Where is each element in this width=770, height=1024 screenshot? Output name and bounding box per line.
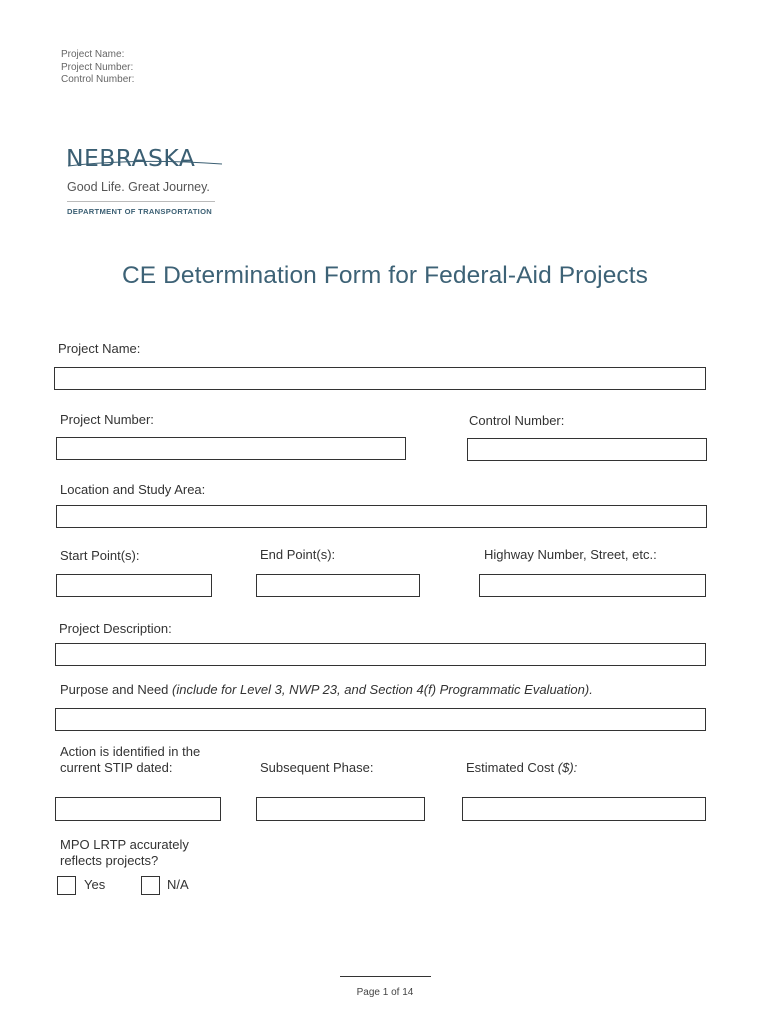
page-title: CE Determination Form for Federal-Aid Projects	[121, 262, 649, 289]
highway-field[interactable]	[479, 574, 706, 597]
subsequent-phase-label: Subsequent Phase:	[260, 760, 374, 775]
logo-department: DEPARTMENT OF TRANSPORTATION	[67, 207, 213, 216]
estimated-cost-label	[466, 760, 577, 776]
control-number-input[interactable]	[468, 439, 706, 460]
stip-date-input[interactable]	[56, 798, 220, 820]
logo-swoosh-icon	[66, 144, 236, 184]
control-number-field[interactable]	[467, 438, 707, 461]
mpo-label-line2: reflects projects?	[60, 853, 159, 868]
purpose-input[interactable]	[56, 709, 705, 730]
project-name-input[interactable]	[55, 368, 705, 389]
estimated-cost-input[interactable]	[463, 798, 705, 820]
header-control-number: Control Number:	[61, 74, 135, 85]
yes-label: Yes	[84, 877, 106, 892]
project-description-field[interactable]	[55, 643, 706, 666]
start-point-label: Start Point(s):	[60, 548, 140, 563]
highway-input[interactable]	[480, 575, 705, 596]
stip-label-line2: current STIP dated:	[60, 760, 173, 775]
estimated-cost-field[interactable]	[462, 797, 706, 821]
highway-label: Highway Number, Street, etc.:	[484, 547, 657, 562]
logo-wordmark: NEBRASKA	[66, 144, 196, 172]
subsequent-phase-field[interactable]	[256, 797, 425, 821]
ndot-logo	[66, 144, 236, 224]
project-name-field[interactable]	[54, 367, 706, 390]
yes-checkbox[interactable]	[57, 876, 76, 895]
stip-date-field[interactable]	[55, 797, 221, 821]
footer-divider	[340, 976, 431, 977]
start-point-field[interactable]	[56, 574, 212, 597]
purpose-label	[60, 682, 593, 698]
purpose-field[interactable]	[55, 708, 706, 731]
project-number-input[interactable]	[57, 438, 405, 459]
header-project-number: Project Number:	[61, 61, 134, 73]
page-number: Page 1 of 14	[356, 987, 414, 998]
purpose-note: (include for Level 3, NWP 23, and Section 4(f) Programmatic Evaluation).	[172, 682, 593, 697]
start-point-input[interactable]	[57, 575, 211, 596]
stip-label-line1: Action is identified in the	[60, 744, 201, 759]
purpose-label-text: Purpose and Need	[60, 682, 169, 697]
control-number-label: Control Number:	[469, 413, 565, 428]
na-checkbox[interactable]	[141, 876, 160, 895]
mpo-label	[60, 837, 189, 869]
project-number-label: Project Number:	[60, 412, 154, 427]
location-input[interactable]	[57, 506, 706, 527]
location-label: Location and Study Area:	[60, 482, 206, 497]
end-point-field[interactable]	[256, 574, 420, 597]
estimated-cost-text: Estimated Cost	[466, 760, 555, 775]
stip-label	[60, 744, 200, 776]
project-description-input[interactable]	[56, 644, 705, 665]
logo-divider	[67, 201, 215, 202]
logo-tagline: Good Life. Great Journey.	[67, 180, 210, 194]
end-point-input[interactable]	[257, 575, 419, 596]
subsequent-phase-input[interactable]	[257, 798, 424, 820]
header-project-name: Project Name:	[61, 49, 125, 60]
project-name-label: Project Name:	[58, 341, 141, 356]
mpo-label-line1: MPO LRTP accurately	[60, 837, 189, 852]
project-number-field[interactable]	[56, 437, 406, 460]
document-header	[61, 49, 134, 87]
na-label: N/A	[167, 877, 189, 892]
estimated-cost-unit: ($):	[557, 760, 578, 775]
location-field[interactable]	[56, 505, 707, 528]
end-point-label: End Point(s):	[260, 547, 336, 562]
project-description-label: Project Description:	[59, 621, 172, 636]
